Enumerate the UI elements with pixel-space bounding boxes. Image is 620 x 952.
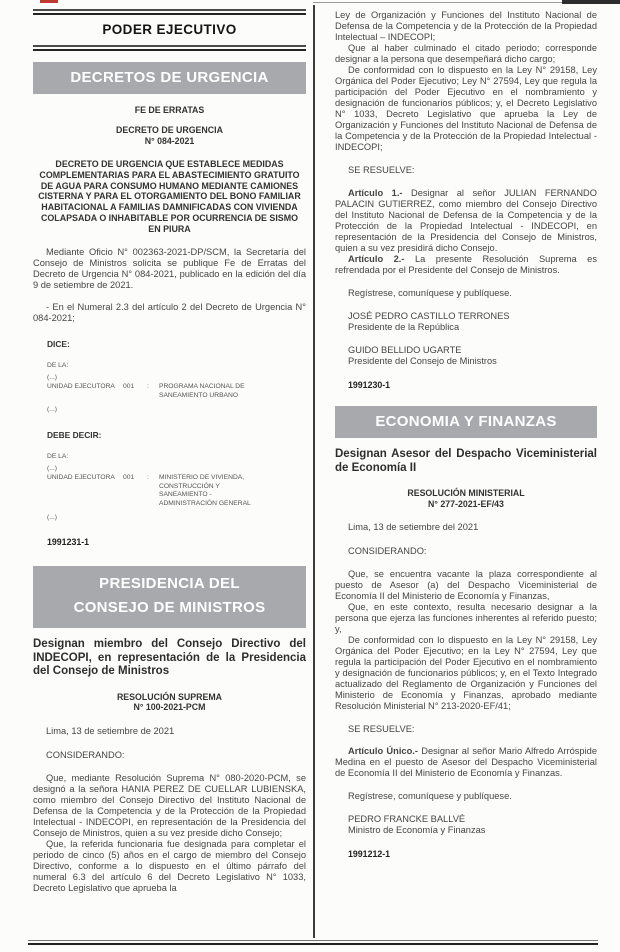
articulo-unico-text: Designar al señor Mario Alfredo Arróspide Medina en el puesto de Asesor del Despacho Viceministerial de Economía II del Ministerio de Economía y Finanzas. — [335, 746, 597, 778]
signature-castillo — [348, 311, 597, 333]
ef-resolution-heading — [335, 488, 597, 509]
dice-de-la: DE LA: — [47, 361, 69, 369]
signature-bellido-name: GUIDO BELLIDO UGARTE — [348, 345, 462, 355]
decree-number-line1: DECRETO DE URGENCIA — [116, 125, 223, 135]
signature-bellido — [348, 345, 597, 367]
pcm-resolution-line1: RESOLUCIÓN SUPREMA — [116, 691, 223, 702]
fe-de-erratas-heading: FE DE ERRATAS — [134, 105, 205, 115]
section-banner-economia-y-finanzas: ECONOMIA Y FINANZAS — [335, 406, 597, 438]
debe-decir-row-label: UNIDAD EJECUTORA — [47, 474, 115, 482]
debe-decir-label: DEBE DECIR: — [47, 429, 102, 440]
ef-paragraph-3: De conformidad con lo dispuesto en la Ley N° 29158, Ley Orgánica del Poder Ejecutivo; en la Ley N° 27594, Ley que regula la participación del Poder Ejecutivo en el nombramiento y designación de funcionarios públicos; y, en el Texto Integrado actualizado del Reglamento de Organización y Funciones del Ministerio de Economía y Finanzas, aprobado mediante Resolución Ministerial N° 213-2020-EF/41; — [335, 635, 597, 711]
top-dark-rule — [562, 0, 620, 4]
pcm-articulo-2 — [335, 254, 597, 276]
ef-paragraph-1: Que, se encuentra vacante la plaza correspondiente al puesto de Asesor (a) del Despacho Viceministerial de Economía II del Ministerio de Economía y Finanzas, — [335, 569, 597, 601]
debe-decir-row-separator: : — [147, 474, 149, 482]
debe-decir-table — [47, 453, 306, 523]
masthead-rule-bottom — [33, 45, 306, 51]
dice-ellipsis-2: (...) — [47, 406, 58, 414]
pcm-continuation-paragraph-2: Que al haber culminado el citado periodo; corresponde designar a la persona que desempeñará dicho cargo; — [335, 43, 597, 64]
debe-decir-row-value: MINISTERIO DE VIVIENDA, CONSTRUCCIÓN Y SANEAMIENTO - ADMINISTRACIÓN GENERAL — [159, 474, 251, 507]
debe-decir-ellipsis-2: (...) — [47, 514, 58, 522]
pcm-resolution-line2: N° 100-2021-PCM — [133, 702, 206, 713]
debe-decir-de-la: DE LA: — [47, 452, 69, 460]
pcm-articulo-1 — [335, 188, 597, 254]
reference-number-ef: 1991212-1 — [348, 849, 391, 859]
signature-francke-title: Ministro de Economía y Finanzas — [348, 825, 486, 835]
paragraph-numeral: - En el Numeral 2.3 del artículo 2 del Decreto de Urgencia N° 084-2021; — [33, 301, 306, 323]
dice-table — [47, 362, 306, 415]
column-divider — [313, 5, 315, 938]
articulo-1-lead: Artículo 1.- — [348, 188, 403, 198]
reference-number-pcm: 1991230-1 — [348, 380, 391, 390]
debe-decir-ellipsis-1: (...) — [47, 465, 58, 473]
articulo-unico-lead: Artículo Único.- — [348, 746, 418, 756]
masthead-title: PODER EJECUTIVO — [102, 22, 237, 37]
paragraph-oficio: Mediante Oficio N° 002363-2021-DP/SCM, la Secretaría del Consejo de Ministros solicita se publique Fe de Erratas del Decreto de Urgencia N° 084-2021, publicado en la edición del día 9 de setiembre de 2021. — [33, 246, 306, 290]
section-banner-decretos-de-urgencia: DECRETOS DE URGENCIA — [33, 62, 306, 94]
pcm-se-resuelve-label: SE RESUELVE: — [348, 165, 415, 175]
signature-francke — [348, 814, 597, 836]
pcm-paragraph-1: Que, mediante Resolución Suprema N° 080-2020-PCM, se designó a la señora HANIA PEREZ DE CUELLAR LUBIENSKA, como miembro del Consejo Directivo del Instituto Nacional de Defensa de la Competencia y de la Protección de la Propiedad Intelectual - INDECOPI, en representación de la Presidencia del Consejo de Ministros, quien a su vez preside dicho Consejo; — [33, 772, 306, 838]
dice-row-code: 001 — [123, 383, 135, 391]
dice-label: DICE: — [47, 338, 70, 349]
pcm-date: Lima, 13 de setiembre de 2021 — [46, 725, 175, 736]
articulo-2-text: La presente Resolución Suprema es refrendada por el Presidente del Consejo de Ministros. — [335, 254, 597, 275]
signature-castillo-name: JOSÉ PEDRO CASTILLO TERRONES — [348, 311, 510, 321]
masthead-red-fragment — [40, 0, 58, 3]
pcm-article-heading: Designan miembro del Consejo Directivo del INDECOPI, en representación de la Presidencia del Consejo de Ministros — [33, 638, 306, 678]
ef-se-resuelve-label: SE RESUELVE: — [348, 724, 415, 734]
pcm-paragraph-2: Que, la referida funcionaria fue designada para completar el periodo de cinco (5) años en el cargo de miembro del Consejo Directivo, conforme a lo dispuesto en el último párrafo del numeral 6.3 del artículo 6 del Decreto Legislativo N° 1033, Decreto Legislativo que aprueba la — [33, 838, 306, 893]
decree-title: DECRETO DE URGENCIA QUE ESTABLECE MEDIDAS COMPLEMENTARIAS PARA EL ABASTECIMIENTO GRATUITO DE AGUA PARA CONSUMO HUMANO MEDIANTE CAMIONES CISTERNA Y PARA EL OTORGAMIENTO DEL BONO FAMILIAR HABITACIONAL A FAMILIAS DAMNIFICADAS CON VIVIENDA COLAPSADA O INHABITABLE POR OCURRENCIA DE SISMO EN PIURA — [38, 159, 301, 234]
section-banner-pcm: PRESIDENCIA DEL CONSEJO DE MINISTROS — [33, 566, 306, 628]
signature-bellido-title: Presidente del Consejo de Ministros — [348, 356, 497, 366]
dice-ellipsis-1: (...) — [47, 373, 58, 381]
dice-row-value: PROGRAMA NACIONAL DE SANEAMIENTO URBANO — [159, 383, 245, 399]
decree-number-heading — [33, 125, 306, 146]
ef-articulo-unico — [335, 746, 597, 779]
ef-article-heading: Designan Asesor del Despacho Viceministerial de Economía II — [335, 448, 597, 474]
footer-rule — [28, 940, 598, 945]
pcm-registrese: Regístrese, comuníquese y publíquese. — [348, 288, 512, 298]
ef-paragraph-2: Que, en este contexto, resulta necesario designar a la persona que ejerza las funciones inherentes al referido puesto; y, — [335, 602, 597, 634]
decree-number-line2: N° 084-2021 — [144, 135, 195, 146]
left-column — [33, 9, 306, 894]
signature-castillo-title: Presidente de la República — [348, 322, 460, 332]
reference-number-erratas: 1991231-1 — [47, 537, 90, 548]
dice-row-label: UNIDAD EJECUTORA — [47, 383, 115, 391]
masthead — [33, 9, 306, 51]
dice-row — [47, 383, 306, 400]
pcm-continuation-paragraph-3: De conformidad con lo dispuesto en la Ley N° 29158, Ley Orgánica del Poder Ejecutivo; Ley N° 27594, Ley que regula la participación del Poder Ejecutivo en el nombramiento y designación de funcionarios públicos; y, el Decreto Legislativo N° 1033, Decreto Legislativo que aprueba la Ley de Organización y Funciones del Instituto Nacional de Defensa de la Competencia y de la Protección de la Propiedad Intelectual - INDECOPI; — [335, 65, 597, 152]
pcm-considerando-label: CONSIDERANDO: — [46, 749, 125, 760]
ef-resolution-line1: RESOLUCIÓN MINISTERIAL — [407, 488, 525, 498]
ef-considerando-label: CONSIDERANDO: — [348, 546, 427, 556]
signature-francke-name: PEDRO FRANCKE BALLVÉ — [348, 814, 466, 824]
ef-registrese: Regístrese, comuníquese y publíquese. — [348, 791, 512, 801]
pcm-continuation-paragraph-1: Ley de Organización y Funciones del Instituto Nacional de Defensa de la Competencia y de la Protección de la Propiedad Intelectual – INDECOPI; — [335, 10, 597, 42]
right-column — [335, 6, 597, 859]
articulo-1-text: Designar al señor JULIAN FERNANDO PALACIN GUTIERREZ, como miembro del Consejo Directivo del Instituto Nacional de Defensa de la Competencia y de la Protección de la Propiedad Intelectual - INDECOPI, en representación de la Presidencia del Consejo de Ministros, quien a su vez presidirá dicho Consejo. — [335, 188, 597, 253]
debe-decir-row — [47, 474, 306, 508]
ef-resolution-line2: N° 277-2021-EF/43 — [428, 498, 504, 509]
ef-date: Lima, 13 de setiembre del 2021 — [348, 522, 479, 532]
debe-decir-row-code: 001 — [123, 474, 135, 482]
pcm-resolution-heading — [33, 692, 306, 713]
dice-row-separator: : — [147, 383, 149, 391]
articulo-2-lead: Artículo 2.- — [348, 254, 405, 264]
